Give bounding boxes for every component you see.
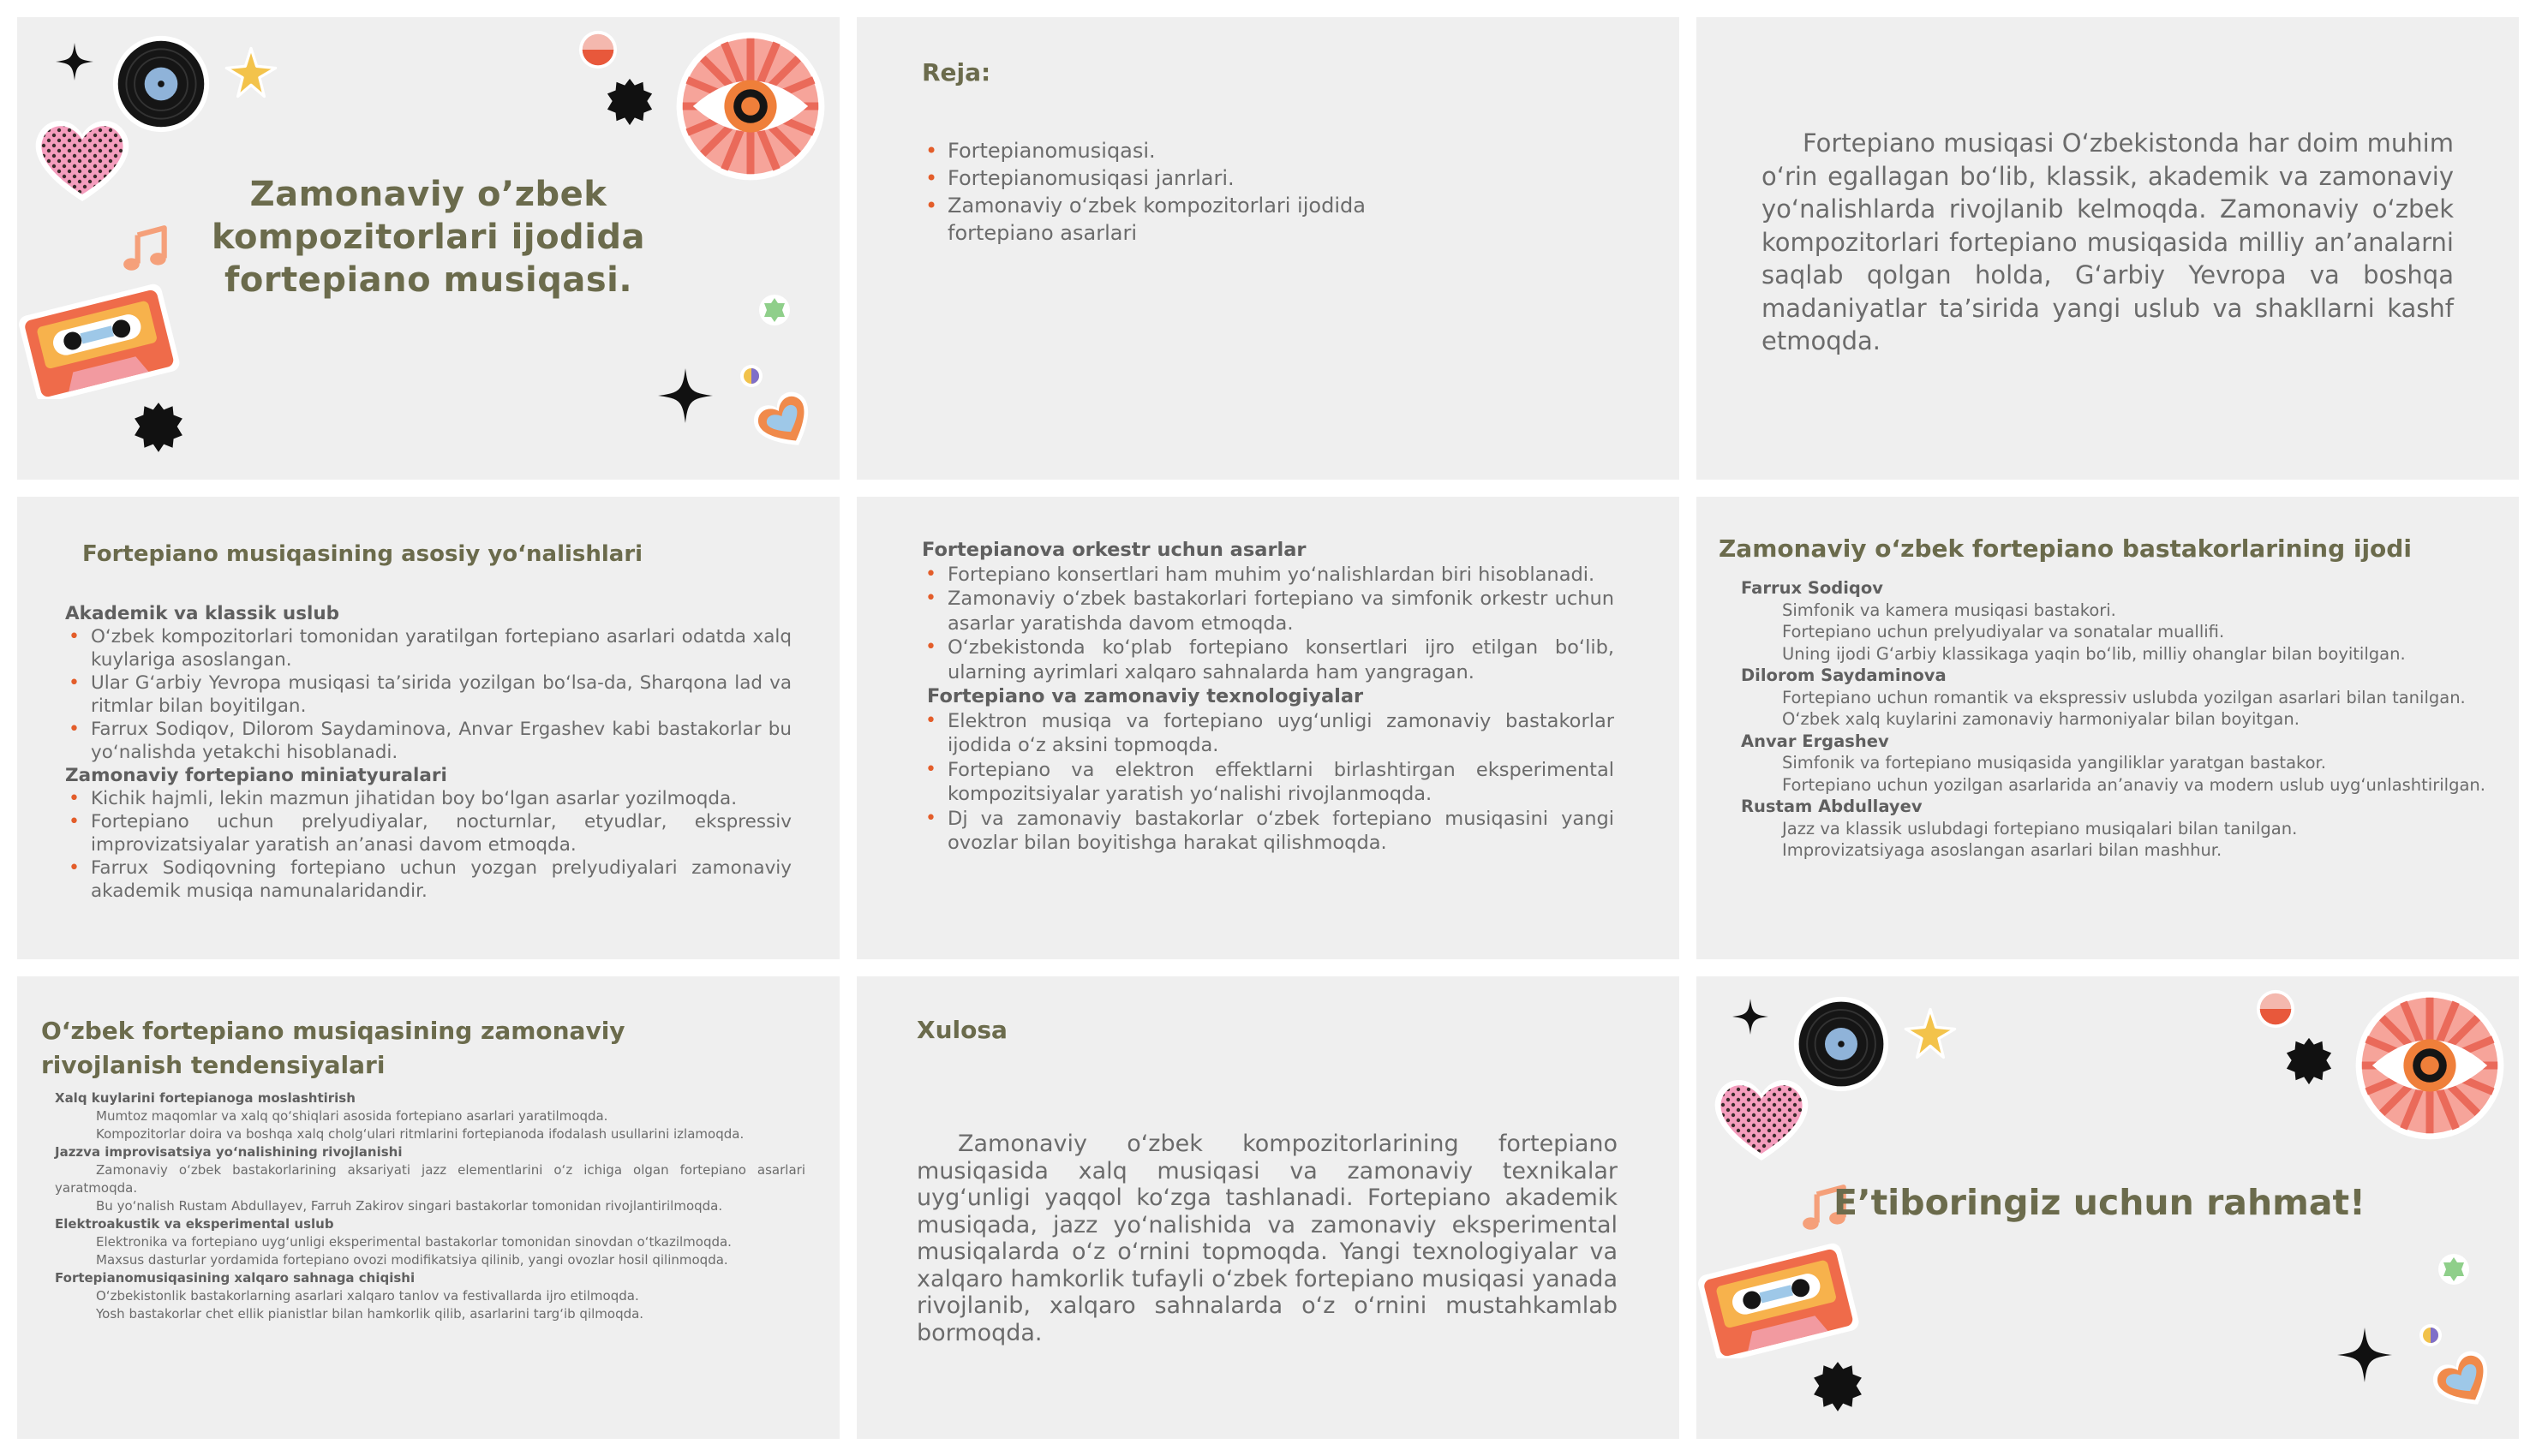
slide-heading: O‘zbek fortepiano musiqasining zamonaviy rivojlanish tendensiyalari: [41, 1017, 625, 1079]
plan-list: [922, 137, 1453, 247]
slide-body: [922, 538, 1614, 856]
list-item: • Fortepiano va elektron effektlarni birlashtirgan eksperimental kompozitsiyalar yaratish yo‘nalishi rivojlanmoqda.: [922, 758, 1614, 807]
section-title: Fortepiano va zamonaviy texnologiyalar: [927, 685, 1364, 707]
list-item: • Zamonaviy o‘zbek bastakorlari fortepiano va simfonik orkestr uchun asarlar yaratishda davom etmoqda.: [922, 587, 1614, 636]
composer-line: Jazz va klassik uslubdagi fortepiano musiqalari bilan tanilgan.: [1782, 818, 2298, 838]
list-item: • Ular G‘arbiy Yevropa musiqasi ta’sirida yozilgan bo‘lsa-da, Sharqona lad va ritmlar bilan boyitilgan.: [65, 671, 792, 718]
slide-body: [1741, 577, 2498, 862]
sparkle-icon: [658, 368, 713, 423]
section-line: Yosh bastakorlar chet ellik pianistlar bilan hamkorlik qilib, asarlarini targ‘ib qilmoqda.: [96, 1306, 644, 1322]
section-line: Elektronika va fortepiano uyg‘unligi eksperimental bastakorlar tomonidan sinovdan o‘tkazilmoqda.: [96, 1234, 732, 1250]
heart-outline-icon: [751, 387, 819, 456]
list-item: • Fortepiano uchun prelyudiyalar, nocturnlar, etyudlar, ekspressiv improvizatsiyalar yaratish an’anasi davom etmoqda.: [65, 810, 792, 856]
composer-line: Fortepiano uchun romantik va ekspressiv uslubda yozilgan asarlari bilan tanilgan.: [1782, 687, 2466, 707]
composer-name: Rustam Abdullayev: [1741, 797, 1923, 816]
half-circle-icon: [577, 29, 619, 70]
star-icon: [223, 45, 279, 101]
eye-icon: [673, 29, 828, 183]
half-circle-icon: [2255, 988, 2296, 1029]
gear-badge-icon: [605, 77, 655, 127]
section-title: Akademik va klassik uslub: [65, 603, 340, 624]
composer-name: Anvar Ergashev: [1741, 731, 1889, 751]
half-circle-icon: [2418, 1322, 2443, 1348]
slide-5[interactable]: [857, 497, 1679, 959]
flower-icon: [757, 293, 792, 327]
composer-line: Simfonik va fortepiano musiqasida yangiliklar yaratgan bastakor.: [1782, 753, 2326, 773]
section-line: Mumtoz maqomlar va xalq qo‘shiqlari asosida fortepiano asarlari yaratilmoqda.: [96, 1108, 608, 1124]
composer-line: Simfonik va kamera musiqasi bastakori.: [1782, 600, 2116, 620]
heart-icon: [1710, 1071, 1813, 1167]
section-line: Maxsus dasturlar yordamida fortepiano ovozi modifikatsiya qilinib, yangi ovozlar hosil qilinmoqda.: [96, 1252, 728, 1268]
section-title: Jazzva improvisatsiya yo‘nalishining rivojlanishi: [55, 1144, 403, 1160]
slide-body: [55, 1089, 805, 1323]
list-item: • Kichik hajmli, lekin mazmun jihatidan boy bo‘lgan asarlar yozilmoqda.: [65, 787, 792, 810]
slide-3[interactable]: [1696, 17, 2519, 480]
section-title: Elektroakustik va eksperimental uslub: [55, 1216, 334, 1232]
list-item: • Farrux Sodiqovning fortepiano uchun yozgan prelyudiyalari zamonaviy akademik musiqa namunalaridandir.: [65, 856, 792, 903]
slide-heading: Fortepiano musiqasining asosiy yo‘nalishlari: [82, 541, 643, 567]
list-item: • O‘zbek kompozitorlari tomonidan yaratilgan fortepiano asarlari odatda xalq kuylariga asoslangan.: [65, 625, 792, 671]
slide-7[interactable]: [17, 976, 840, 1439]
section-line: Bu yo‘nalish Rustam Abdullayev, Farruh Zakirov singari bastakorlar tomonidan rivojlantirilmoqda.: [96, 1198, 723, 1214]
slide-4[interactable]: [17, 497, 840, 959]
thanks-title: E’tiboringiz uchun rahmat!: [1833, 1182, 2366, 1223]
flower-icon: [2437, 1252, 2471, 1286]
star-icon: [1902, 1005, 1959, 1062]
composer-name: Farrux Sodiqov: [1741, 578, 1883, 598]
slide-1[interactable]: [17, 17, 840, 480]
eye-icon: [2353, 988, 2507, 1143]
list-item: • Farrux Sodiqov, Dilorom Saydaminova, Anvar Ergashev kabi bastakorlar bu yo‘nalishda yetakchi hisoblanadi.: [65, 718, 792, 764]
section-line: O‘zbekistonlik bastakorlarning asarlari xalqaro tanlov va festivallarda ijro etilmoqda.: [96, 1288, 639, 1304]
slide-body: [65, 602, 792, 903]
heart-outline-icon: [2430, 1346, 2498, 1415]
list-item: • Zamonaviy o‘zbek kompozitorlari ijodida fortepiano asarlari: [922, 192, 1453, 247]
composer-line: Fortepiano uchun prelyudiyalar va sonatalar muallifi.: [1782, 622, 2225, 641]
composer-line: O‘zbek xalq kuylarini zamonaviy harmoniyalar bilan boyitgan.: [1782, 709, 2300, 729]
list-item: • Fortepianomusiqasi.: [922, 137, 1453, 164]
slide-title: Zamonaviy o’zbek kompozitorlari ijodida fortepiano musiqasi.: [211, 175, 646, 300]
list-item: • Fortepiano konsertlari ham muhim yo‘nalishlardan biri hisoblanadi.: [922, 563, 1614, 588]
composer-line: Fortepiano uchun yozilgan asarlarida an’anaviy va modern uslub uyg‘unlashtirilgan.: [1782, 774, 2485, 795]
gear-badge-icon: [132, 401, 185, 454]
cassette-icon: [17, 283, 180, 399]
slide-heading: Reja:: [922, 58, 991, 87]
slide-6[interactable]: [1696, 497, 2519, 959]
half-circle-icon: [739, 363, 764, 389]
intro-paragraph: Fortepiano musiqasi O‘zbekistonda har doim muhim o‘rin egallagan bo‘lib, klassik, akademik va zamonaviy yo‘nalishlarda rivojlanib kelmoqda. Zamonaviy o‘zbek kompozitorlari fortepiano musiqasida milliy an’analarni saqlab qolgan holda, G‘arbiy Yevropa va boshqa madaniyatlar ta’sirida yangi uslub va shakllarni kashf etmoqda.: [1761, 128, 2454, 355]
section-line: Kompozitorlar doira va boshqa xalq cholg‘ulari ritmlarini fortepianoda ifodalash usullarini izlamoqda.: [96, 1126, 745, 1142]
composer-line: Improvizatsiyaga asoslangan asarlari bilan mashhur.: [1782, 840, 2222, 860]
sparkle-icon: [56, 43, 93, 81]
slide-2[interactable]: [857, 17, 1679, 480]
section-title: Fortepianova orkestr uchun asarlar: [922, 539, 1307, 561]
composer-name: Dilorom Saydaminova: [1741, 665, 1947, 685]
conclusion-paragraph: Zamonaviy o‘zbek kompozitorlarining fortepiano musiqasida xalq musiqasi va zamonaviy texnikalar uyg‘unligi yaqqol ko‘zga tashlanadi. Fortepiano akademik musiqada, jazz yo‘nalishida va zamonaviy eksperimental musiqalarda o‘z o‘rnini topmoqda. Yangi texnologiyalar va xalqaro hamkorlik tufayli o‘zbek fortepiano musiqasi yanada rivojlanib, xalqaro sahnalarda o‘z o‘rnini mustahkamlab bormoqda.: [917, 1131, 1618, 1346]
section-title: Xalq kuylarini fortepianoga moslashtirish: [55, 1090, 356, 1106]
sparkle-icon: [2337, 1328, 2392, 1382]
heart-icon: [31, 111, 134, 207]
gear-badge-icon: [1811, 1360, 1864, 1413]
section-title: Zamonaviy fortepiano miniatyuralari: [65, 765, 447, 786]
section-title: Fortepianomusiqasining xalqaro sahnaga chiqishi: [55, 1270, 416, 1286]
slide-heading: Xulosa: [917, 1016, 1008, 1044]
slide-8[interactable]: [857, 976, 1679, 1439]
list-item: • Fortepianomusiqasi janrlari.: [922, 164, 1453, 192]
section-line: Zamonaviy o‘zbek bastakorlarining aksariyati jazz elementlarini o‘z ichiga olgan fortepiano asarlari yaratmoqda.: [55, 1162, 805, 1196]
composer-line: Uning ijodi G‘arbiy klassikaga yaqin bo‘lib, milliy ohanglar bilan boyitilgan.: [1782, 643, 2406, 664]
list-item: • Elektron musiqa va fortepiano uyg‘unligi zamonaviy bastakorlar ijodida o‘z aksini topmoqda.: [922, 709, 1614, 758]
music-note-icon: [120, 223, 173, 276]
sparkle-icon: [1732, 999, 1768, 1035]
list-item: • O‘zbekistonda ko‘plab fortepiano konsertlari ijro etilgan bo‘lib, ularning ayrimlari xalqaro sahnalarda ham yangragan.: [922, 636, 1614, 684]
slide-heading: Zamonaviy o‘zbek fortepiano bastakorlarining ijodi: [1719, 534, 2412, 563]
cassette-icon: [1696, 1242, 1859, 1358]
slide-9[interactable]: [1696, 976, 2519, 1439]
gear-badge-icon: [2284, 1036, 2334, 1086]
list-item: • Dj va zamonaviy bastakorlar o‘zbek fortepiano musiqasini yangi ovozlar bilan boyitishga harakat qilishmoqda.: [922, 807, 1614, 856]
